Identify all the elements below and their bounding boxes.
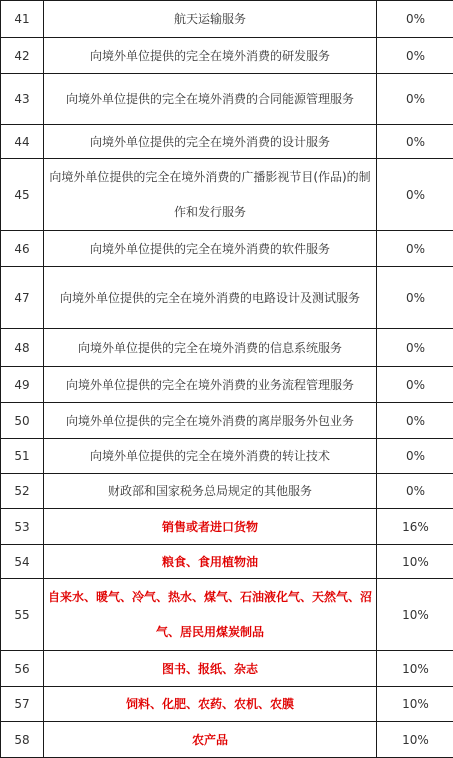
table-row xyxy=(1,474,453,509)
table-row xyxy=(1,1,453,38)
tax-rate: 10% xyxy=(377,651,453,687)
row-number: 47 xyxy=(1,267,44,329)
service-name: 向境外单位提供的完全在境外消费的广播影视节目(作品)的制作和发行服务 xyxy=(44,159,377,231)
table-row xyxy=(1,74,453,125)
row-number: 52 xyxy=(1,474,44,509)
goods-name: 粮食、食用植物油 xyxy=(44,545,377,579)
table-row xyxy=(1,38,453,74)
service-name: 向境外单位提供的完全在境外消费的离岸服务外包业务 xyxy=(44,403,377,439)
goods-name: 图书、报纸、杂志 xyxy=(44,651,377,687)
tax-rate: 10% xyxy=(377,579,453,651)
row-number: 42 xyxy=(1,38,44,74)
tax-rate: 0% xyxy=(377,159,453,231)
table-row xyxy=(1,367,453,403)
tax-rate: 0% xyxy=(377,439,453,474)
table-row xyxy=(1,159,453,231)
goods-name: 农产品 xyxy=(44,722,377,758)
row-number: 41 xyxy=(1,1,44,38)
tax-rate: 0% xyxy=(377,329,453,367)
row-number: 43 xyxy=(1,74,44,125)
row-number: 57 xyxy=(1,687,44,722)
goods-name: 销售或者进口货物 xyxy=(44,509,377,545)
table-row xyxy=(1,329,453,367)
table-row xyxy=(1,267,453,329)
row-number: 50 xyxy=(1,403,44,439)
service-name: 向境外单位提供的完全在境外消费的合同能源管理服务 xyxy=(44,74,377,125)
tax-rate: 10% xyxy=(377,687,453,722)
row-number: 49 xyxy=(1,367,44,403)
row-number: 46 xyxy=(1,231,44,267)
service-name: 向境外单位提供的完全在境外消费的信息系统服务 xyxy=(44,329,377,367)
service-name: 航天运输服务 xyxy=(44,1,377,38)
table-row xyxy=(1,651,453,687)
table-row xyxy=(1,439,453,474)
row-number: 51 xyxy=(1,439,44,474)
row-number: 54 xyxy=(1,545,44,579)
table-row xyxy=(1,687,453,722)
service-name: 向境外单位提供的完全在境外消费的研发服务 xyxy=(44,38,377,74)
service-name: 向境外单位提供的完全在境外消费的业务流程管理服务 xyxy=(44,367,377,403)
service-name: 向境外单位提供的完全在境外消费的软件服务 xyxy=(44,231,377,267)
table-row xyxy=(1,722,453,758)
service-name: 向境外单位提供的完全在境外消费的电路设计及测试服务 xyxy=(44,267,377,329)
row-number: 45 xyxy=(1,159,44,231)
service-name: 财政部和国家税务总局规定的其他服务 xyxy=(44,474,377,509)
row-number: 56 xyxy=(1,651,44,687)
table-row xyxy=(1,403,453,439)
goods-name: 自来水、暖气、冷气、热水、煤气、石油液化气、天然气、沼气、居民用煤炭制品 xyxy=(44,579,377,651)
table-row xyxy=(1,509,453,545)
row-number: 44 xyxy=(1,125,44,159)
tax-rate: 10% xyxy=(377,545,453,579)
table-row xyxy=(1,579,453,651)
row-number: 55 xyxy=(1,579,44,651)
row-number: 53 xyxy=(1,509,44,545)
service-name: 向境外单位提供的完全在境外消费的设计服务 xyxy=(44,125,377,159)
tax-rate: 0% xyxy=(377,1,453,38)
tax-rate: 16% xyxy=(377,509,453,545)
table-row xyxy=(1,125,453,159)
row-number: 48 xyxy=(1,329,44,367)
goods-name: 饲料、化肥、农药、农机、农膜 xyxy=(44,687,377,722)
tax-rate: 0% xyxy=(377,474,453,509)
tax-rate: 0% xyxy=(377,74,453,125)
tax-rate: 10% xyxy=(377,722,453,758)
tax-rate: 0% xyxy=(377,267,453,329)
service-name: 向境外单位提供的完全在境外消费的转让技术 xyxy=(44,439,377,474)
tax-rate: 0% xyxy=(377,38,453,74)
tax-rate: 0% xyxy=(377,403,453,439)
table-row xyxy=(1,545,453,579)
tax-rate: 0% xyxy=(377,367,453,403)
tax-rate: 0% xyxy=(377,231,453,267)
tax-rate: 0% xyxy=(377,125,453,159)
table-row xyxy=(1,231,453,267)
row-number: 58 xyxy=(1,722,44,758)
tax-rate-table-body xyxy=(1,1,453,758)
